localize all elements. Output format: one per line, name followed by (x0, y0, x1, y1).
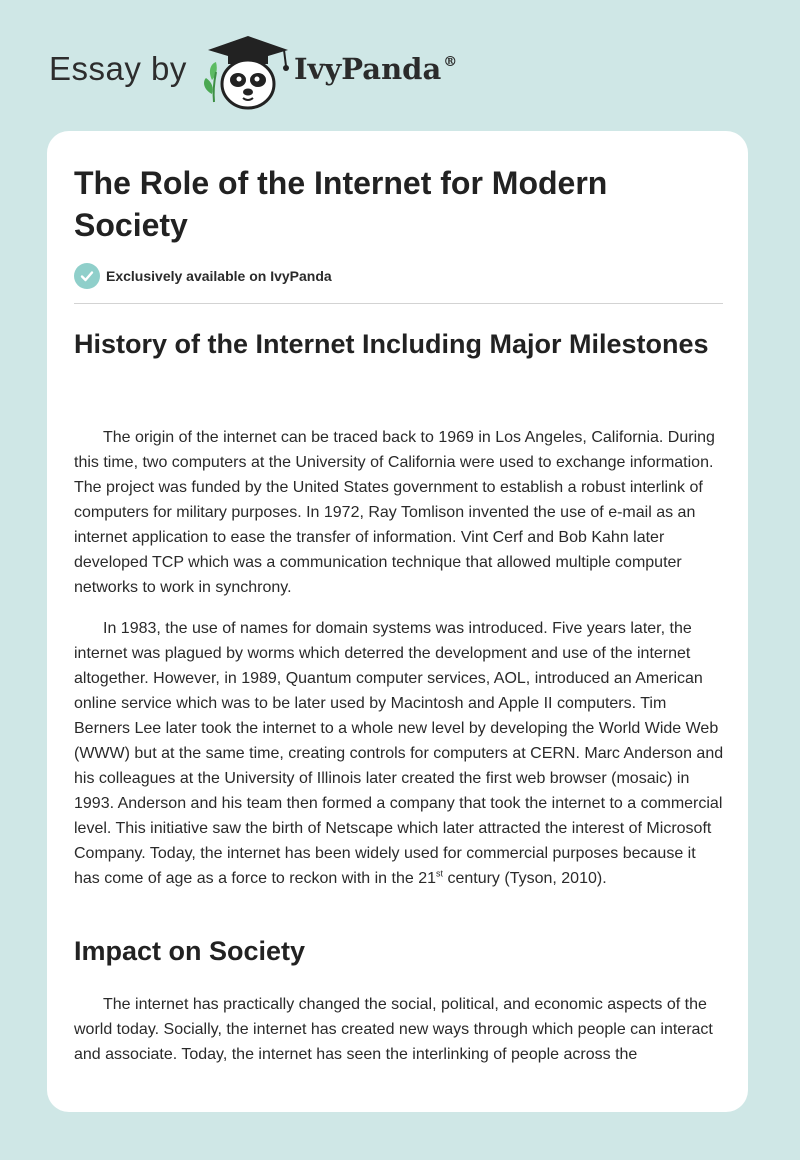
section-heading-impact: Impact on Society (74, 936, 306, 966)
paragraph-text: In 1983, the use of names for domain systems was introduced. Five years later, the internet was plagued by worms which deterred the development and use of the internet altogether. However, in 1989, Quantum computer services, AOL, introduced an American online service which was to be later used by Macintosh and Apple II computers. Tim Berners Lee later took the internet to a whole new level by developing the World Wide Web (WWW) but at the same time, creating controls for computers at CERN. Marc Anderson and his colleagues at the University of Illinois later created the first web browser (mosaic) in 1993. Anderson and his team then formed a company that took the internet to a commercial level. This initiative saw the birth of Netscape which later attracted the interest of Microsoft Company. Today, the internet has been widely used for commercial purposes because it has come of age as a force to reckon with in the 21 (74, 620, 724, 887)
section-heading-history: History of the Internet Including Major Milestones (74, 329, 709, 359)
brand-text: IvyPanda (294, 52, 442, 86)
badge-label: Exclusively available on IvyPanda (106, 268, 332, 284)
paragraph-impact-1: The internet has practically changed the social, political, and economic aspects of the world today. Socially, the internet has created new ways through which people can interact and associate. Today, the internet has seen the interlinking of people across the (74, 996, 713, 1063)
divider (74, 303, 723, 304)
brand-name[interactable] (294, 52, 457, 86)
ordinal-suffix: st (435, 868, 443, 879)
essay-card (47, 131, 748, 1112)
ivypanda-logo-icon[interactable] (200, 32, 296, 112)
essay-by-label: Essay by (49, 50, 187, 87)
paragraph-history-1: The origin of the internet can be traced back to 1969 in Los Angeles, California. During this time, two computers at the University of California were used to exchange information. The project was funded by the United States government to establish a robust interlink of computers for military purposes. In 1972, Ray Tomlison invented the use of e-mail as an internet application to ease the transfer of information. Vint Cerf and Bob Kahn later developed TCP which was a communication technique that allowed multiple computer networks to work in synchrony. (74, 429, 715, 596)
exclusive-badge (74, 263, 332, 289)
paragraph-history-2 (74, 616, 724, 891)
site-header (0, 0, 800, 130)
paragraph-text-end: century (Tyson, 2010). (443, 870, 607, 887)
essay-title: The Role of the Internet for Modern Society (74, 165, 608, 243)
check-icon (74, 263, 100, 289)
registered-mark: ® (443, 54, 458, 70)
